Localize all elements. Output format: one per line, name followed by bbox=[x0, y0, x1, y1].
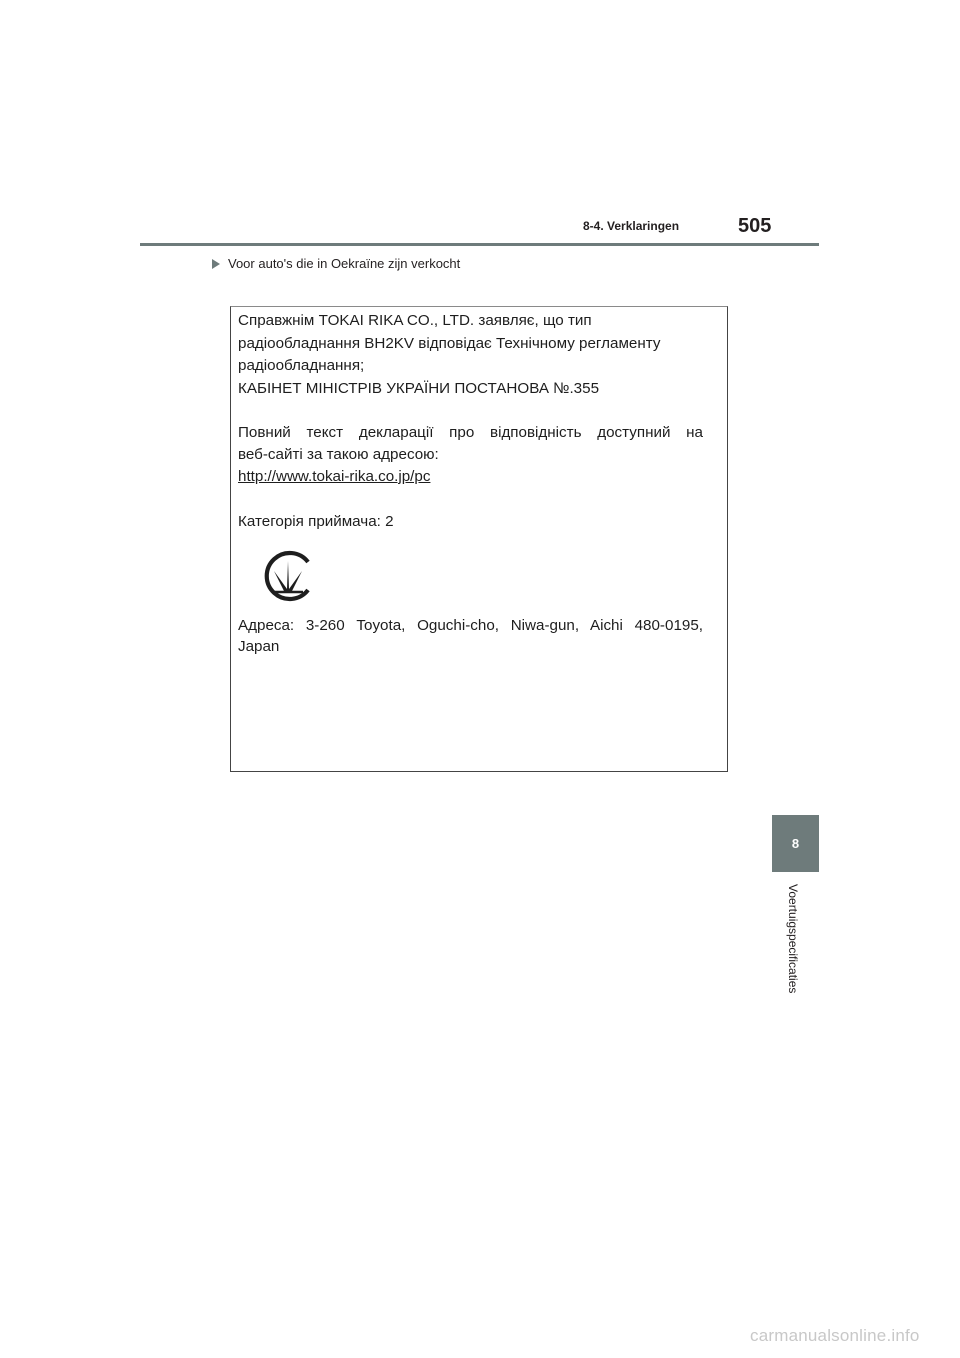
receiver-category: Категорія приймача: 2 bbox=[238, 513, 394, 530]
chapter-label: Voertuigspecificaties bbox=[786, 884, 800, 994]
chapter-tab[interactable] bbox=[772, 815, 819, 872]
subtitle-text: Voor auto's die in Oekraïne zijn verkocht bbox=[228, 256, 461, 271]
page-number: 505 bbox=[738, 215, 772, 237]
declaration-line-5: Повний текст декларації про відповідність доступний на bbox=[238, 424, 703, 441]
header-rule bbox=[140, 243, 819, 246]
declaration-url[interactable]: http://www.tokai-rika.co.jp/pc bbox=[238, 468, 431, 485]
triangle-bullet-icon bbox=[212, 259, 220, 269]
address-line-1: Адреса: 3-260 Toyota, Oguchi-cho, Niwa-gun, Aichi 480-0195, bbox=[238, 617, 703, 634]
subtitle bbox=[212, 256, 460, 271]
address-line-2: Japan bbox=[238, 638, 280, 655]
watermark: carmanualsonline.info bbox=[750, 1326, 920, 1345]
chapter-tab-number: 8 bbox=[791, 836, 800, 851]
declaration-line-4: КАБІНЕТ МІНІСТРІВ УКРАЇНИ ПОСТАНОВА №.355 bbox=[238, 380, 600, 397]
declaration-box bbox=[230, 306, 728, 772]
declaration-line-3: радіообладнання; bbox=[238, 357, 365, 374]
section-label: 8-4. Verklaringen bbox=[583, 219, 680, 233]
declaration-line-1: Справжнім TOKAI RIKA CO., LTD. заявляє, що тип bbox=[238, 312, 592, 329]
declaration-line-6: веб-сайті за такою адресою: bbox=[238, 446, 439, 463]
declaration-line-2: радіообладнання BH2KV відповідає Технічному регламенту bbox=[238, 335, 661, 352]
ukrainian-conformity-mark-icon bbox=[261, 549, 315, 603]
